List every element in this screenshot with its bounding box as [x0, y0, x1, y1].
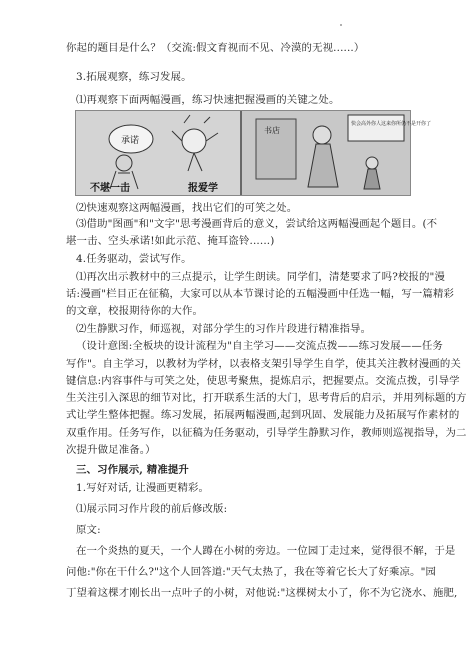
- scan-speck: [340, 24, 342, 26]
- text-line: 话:漫画"栏目正在征稿，大家可以从本节课讨论的五幅漫画中任选一幅，写一篇精彩: [66, 288, 455, 300]
- comic-caption-right: 报爱学: [188, 183, 218, 194]
- text-line: ⑵快速观察这两幅漫画，找出它们的可笑之处。: [76, 202, 298, 214]
- text-line: ⑴展示同习作片段的前后修改版:: [76, 503, 228, 515]
- comic-caption-left: 不堪一击: [90, 183, 130, 194]
- text-line: 原文:: [76, 524, 101, 536]
- comic-notice-text: 快会高外你人这来你所仍不是开你了: [351, 121, 432, 127]
- text-line: （设计意图:全板块的设计流程为"自主学习——交流点拨——练习发展——任务: [76, 340, 443, 352]
- text-line: ⑵生静默习作，师巡视，对部分学生的习作片段进行精准指导。: [76, 323, 372, 335]
- text-line: 双重作用。任务写作，以征稿为任务驱动，引导学生静默习作，教师则巡视指导，为二: [66, 427, 467, 439]
- text-line: 次提升做足准备。）: [66, 444, 156, 456]
- text-line: 1.写好对话, 让漫画更精彩。: [76, 482, 210, 494]
- text-line: 3.拓展观察，练习发展。: [76, 71, 192, 83]
- text-line: 丁望着这棵才刚长出一点叶子的小树，对他说:"这棵树太小了，你不为它浇水、施肥,: [66, 587, 458, 599]
- section-heading: 三、习作展示, 精准提升: [76, 464, 189, 476]
- comic-figure: [75, 110, 432, 196]
- text-line: 生关注引入深思的细节对比，打开联系生活的大门，思考背后的启示，并用列标题的方: [66, 392, 467, 404]
- text-line: ⑴再观察下面两幅漫画，练习快速把握漫画的关键之处。: [76, 94, 340, 106]
- text-line: 式让学生整体把握。练习发展，拓展两幅漫画,起到巩固、发展能力及拓展写作素材的: [66, 409, 460, 421]
- comic-store-sign: 书店: [264, 126, 280, 135]
- text-line: 键信息:内容事件与可笑之处，使思考聚焦，提炼启示，把握要点。交流点拨，引导学: [66, 375, 460, 387]
- text-line: ⑴再次出示教材中的三点提示，让学生朗读。同学们，清楚要求了吗?校报的"漫: [76, 271, 446, 283]
- comic-illustration: [76, 111, 432, 195]
- text-line: 在一个炎热的夏天，一个人蹲在小树的旁边。一位园丁走过来，觉得很不解，于是: [76, 545, 456, 557]
- text-line: 4.任务驱动，尝试写作。: [76, 253, 192, 265]
- text-line: 你起的题目是什么？（交流:假文育视而不见、冷漠的无视......）: [66, 42, 365, 54]
- text-line: 问他:"你在干什么?"这个人回答道:"天气太热了，我在等着它长大了好乘凉。"园: [66, 566, 437, 578]
- text-line: 写作"。自主学习，以教材为学材，以表格支架引导学生自学，使其关注教材漫画的关: [66, 358, 461, 370]
- text-line: 堪一击、空头承诺!如此示范、掩耳盗铃......): [66, 235, 275, 247]
- text-line: ⑶借助"图画"和"文字"思考漫画背后的意义，尝试给这两幅漫画起个题目。(不: [76, 218, 438, 230]
- comic-bubble-text: 承诺: [121, 136, 140, 146]
- text-line: 的文章，校报期待你的大作。: [66, 305, 204, 317]
